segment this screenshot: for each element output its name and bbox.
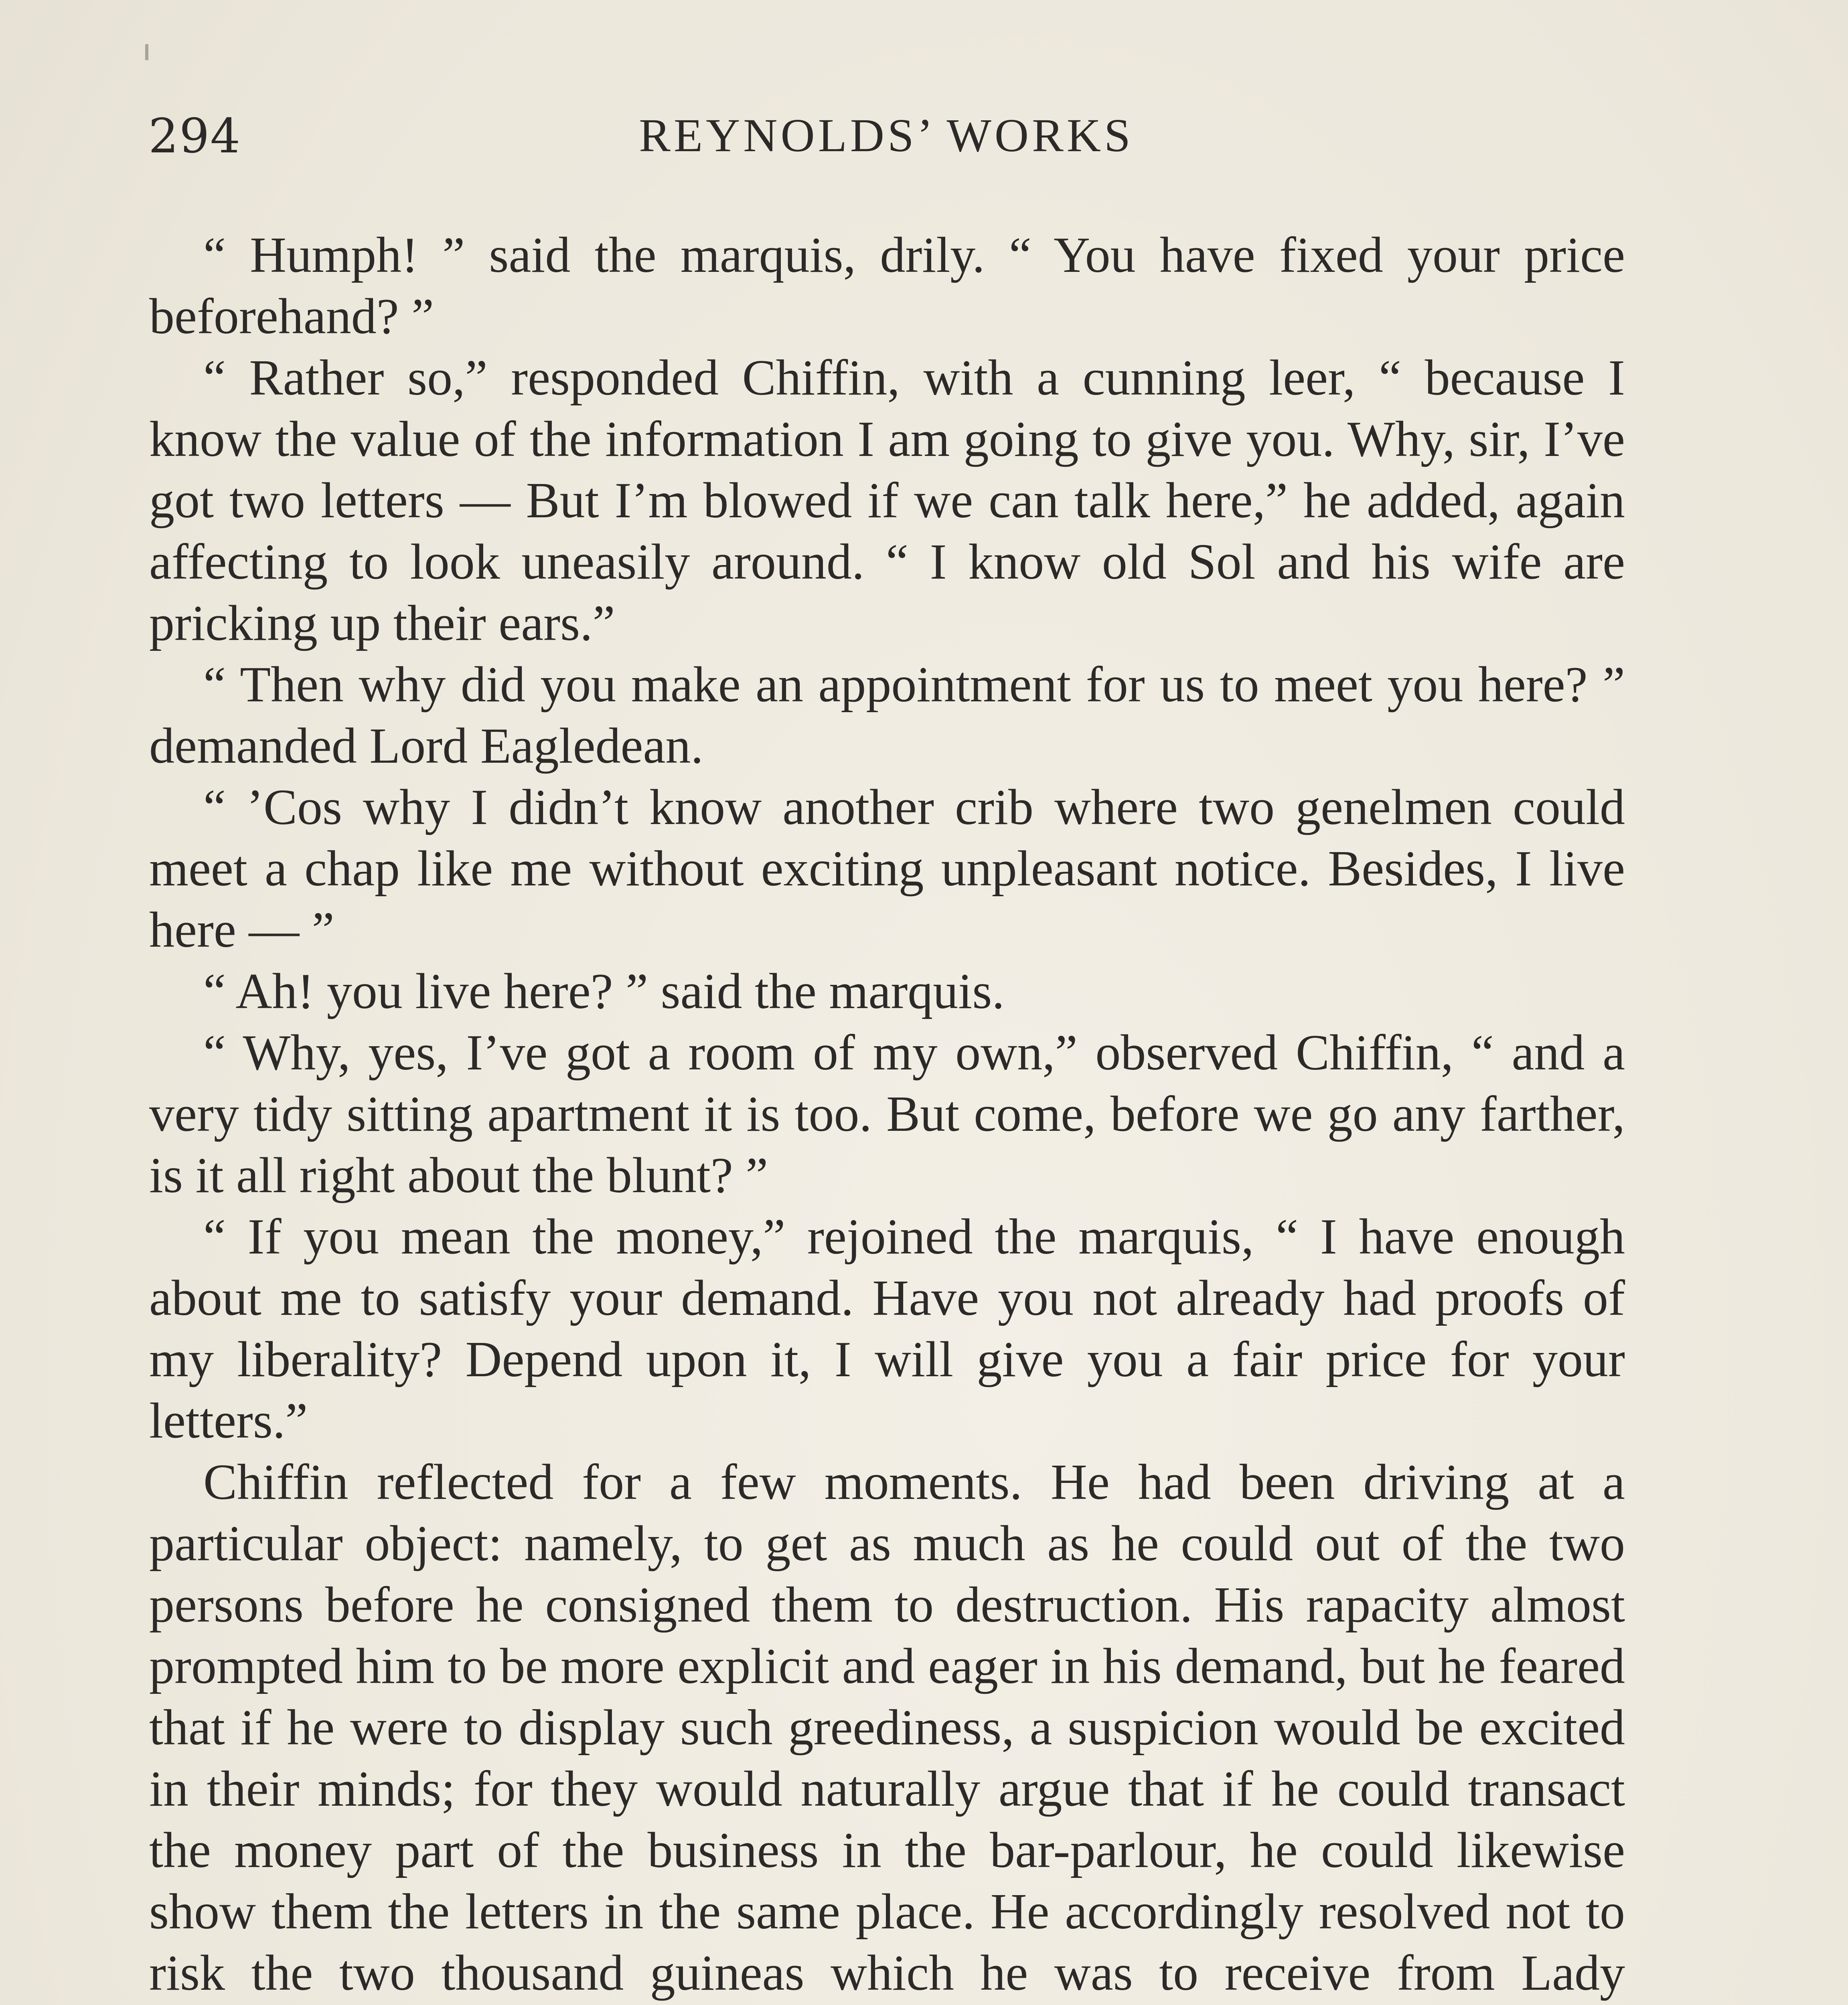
paragraph: “ Then why did you make an appointment for us to meet you here? ” demanded Lord Eagledean. bbox=[149, 657, 1625, 774]
running-head: REYNOLDS’ WORKS bbox=[639, 109, 1134, 162]
paragraph: “ ’Cos why I didn’t know another crib where two genelmen could meet a chap like me without exciting unpleasant notice. Besides, I live here — ” bbox=[149, 780, 1625, 958]
page-number: 294 bbox=[148, 108, 241, 164]
paragraph: “ If you mean the money,” rejoined the marquis, “ I have enough about me to satisfy your demand. Have you not already had proofs of my liberality? Depend upon it, I will give you a fair price for your letters.” bbox=[149, 1209, 1625, 1449]
body-text bbox=[149, 225, 1625, 2005]
paragraph: “ Humph! ” said the marquis, drily. “ You have fixed your price beforehand? ” bbox=[149, 227, 1625, 344]
paragraph: “ Rather so,” responded Chiffin, with a cunning leer, “ because I know the value of the information I am going to give you. Why, sir, I’ve got two letters — But I’m blowed if we can talk here,” he added, again affecting to look uneasily around. “ I know old Sol and his wife are pricking up their ears.” bbox=[149, 350, 1625, 651]
paragraph: “ Why, yes, I’ve got a room of my own,” observed Chiffin, “ and a very tidy sitting apartment it is too. But come, before we go any farther, is it all right about the blunt? ” bbox=[149, 1025, 1625, 1203]
paragraph: Chiffin reflected for a few moments. He had been driving at a particular object: namely, to get as much as he could out of the two persons before he consigned them to destruction. His rapacity almost prompted him to be more explicit and eager in his demand, but he feared that if he were to display such greediness, a suspicion would be excited in their minds; for they would naturally argue that if he could transact the money part of the business in the bar-parlour, he could likewise show them the letters in the same place. He accordingly resolved not to risk the two thousand guineas which he was to receive from Lady bbox=[149, 1454, 1625, 2001]
print-speck bbox=[145, 44, 148, 60]
paragraph: “ Ah! you live here? ” said the marquis. bbox=[203, 964, 1005, 1019]
page-header bbox=[148, 108, 1624, 168]
